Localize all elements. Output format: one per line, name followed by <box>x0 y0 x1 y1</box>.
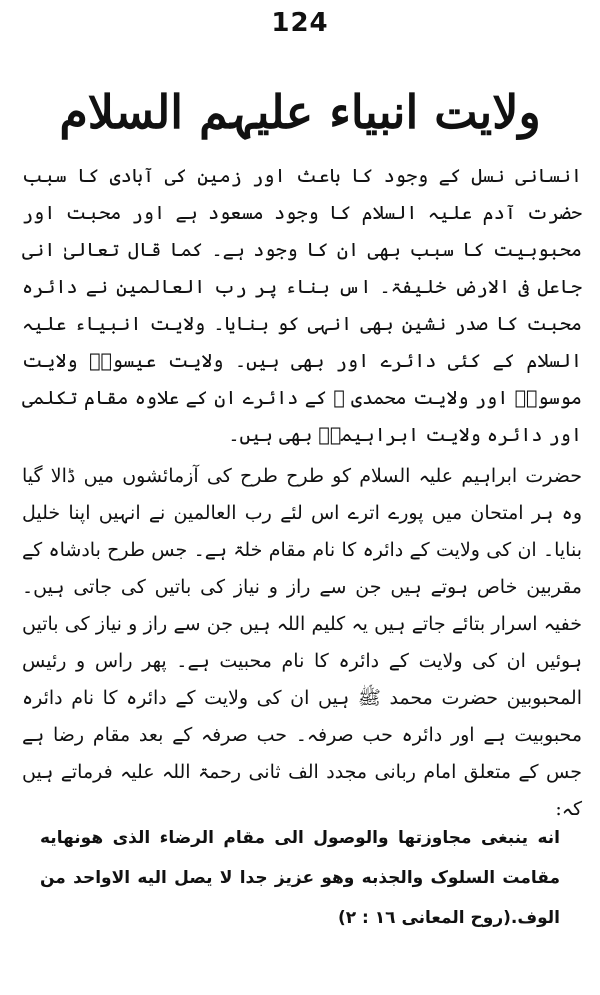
paragraph: انسانی نسل کے وجود کا باعث اور زمین کی آبادی کا سبب حضرت آدم علیہ السلام کا وجود مسعود ہے اور محبت اور محبوبیت کا سبب بھی ان کا وجود ہے۔ کما قال تعالیٰ انی جاعل فی الارض خلیفۃ۔ اس بناء پر رب العالمین نے دائرہ محبت کا صدر نشین بھی انہی کو بنایا۔ ولایت انبیاء علیہ السلام کے کئی دائرے اور بھی ہیں۔ ولایت عیسویؑ ولایت موسویؑ اور ولایت محمدی ﷺ کے دائرے ان کے علاوہ مقام تکلمی اور دائرہ ولایت ابراہیمیؑ بھی ہیں۔ <box>22 165 582 446</box>
quote-citation-line: الوف.(روح المعانی ١٦ : ٢) <box>337 908 560 928</box>
paragraph: حضرت ابراہیم علیہ السلام کو طرح طرح کی آزمائشوں میں ڈالا گیا وہ ہر امتحان میں پورے اترے اس لئے رب العالمین نے انہیں اپنا خلیل بنایا۔ ان کی ولایت کے دائرہ کا نام مقام خلۃ ہے۔ جس طرح بادشاہ کے مقربین خاص ہوتے ہیں جن سے راز و نیاز کی باتیں کی جاتی ہیں۔ خفیہ اسرار بتائے جاتے ہیں یہ کلیم اللہ ہیں جن سے راز و نیاز کی باتیں ہوئیں ان کی ولایت کے دائرہ کا نام محبیت ہے۔ پھر راس و رئیس المحبوبین حضرت محمد ﷺ ہیں ان کی ولایت کے دائرہ کا نام دائرہ محبوبیت ہے اور دائرہ حب صرفہ۔ حب صرفہ کے بعد مقام رضا ہے جس کے متعلق امام ربانی مجدد الف ثانی رحمۃ اللہ علیہ فرماتے ہیں کہ: <box>22 465 582 820</box>
chapter-title: ولایت انبیاء علیہم السلام <box>59 85 541 139</box>
quote-line: انه ینبغی مجاوزتها والوصول الی مقام الرضاء الذی هونهایه <box>40 828 560 848</box>
quote-line: مقامت السلوک والجذبه وهو عزیز جدا لا یصل الیه الاواحد من <box>40 868 560 888</box>
arabic-quotation <box>40 818 560 938</box>
body-text <box>22 158 582 828</box>
page-number: 124 <box>271 8 329 38</box>
